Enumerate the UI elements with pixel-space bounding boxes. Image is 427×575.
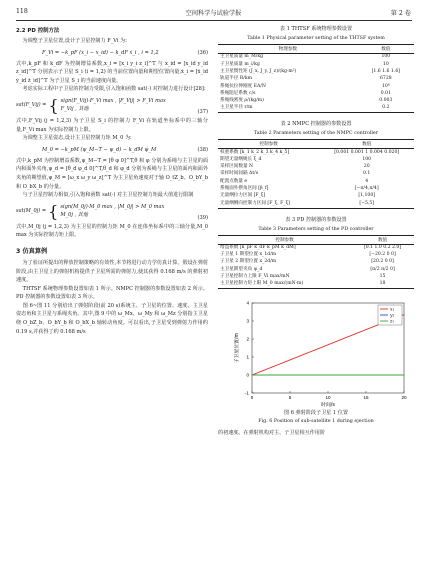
parameter-name-cell: 主卫星惯性矩 (J_x, J_y, J_z)/(kg·m²) — [220, 68, 297, 74]
parameter-name-cell: 子卫星质量 m_i/kg — [220, 61, 260, 67]
equation-36-body: F_Vi = −k_pF (x_i − x_id) − k_dF ẋ_i , i = 1,2 — [42, 49, 159, 56]
equation-38-body: M_0 = −k_pM (ψ_M−T − ψ_d) − k_dM ψ̇_M — [42, 146, 157, 153]
parameter-name-cell: 子卫星 2 期望位置 x_2d/m — [220, 259, 277, 265]
volume-label: 第 2 卷 — [390, 10, 411, 17]
legend-label-3: z₁ — [390, 319, 395, 325]
right-column — [218, 24, 414, 438]
parameter-name-cell: 主卫星控制力矩上限 M_0 max/(mN·m) — [218, 281, 351, 289]
parameter-name-cell: 轨道半径 R/km — [220, 76, 252, 82]
x-tick-label: 10 — [325, 395, 331, 401]
y-tick-label: -1 — [244, 390, 249, 396]
table-header: 数值 — [351, 235, 414, 244]
table-1-caption-cn: 表 1 THTSF 系统物理参数设置 — [279, 26, 353, 32]
equation-39-case-2: M_0j , 其他 — [60, 212, 88, 219]
parameter-name-cell: 系绳线密度 ρ/(kg/m) — [220, 98, 264, 104]
parameter-value-cell: [−5,5] — [319, 200, 414, 208]
figure-6-chart — [218, 297, 414, 409]
table-row — [218, 69, 414, 76]
page-number: 118 — [16, 8, 28, 15]
parameter-value-cell: 20 — [363, 164, 370, 170]
table-row — [218, 266, 414, 273]
table-row — [218, 186, 414, 193]
equation-37-case-2: F_Vij , 其他 — [60, 106, 89, 113]
table-row — [218, 98, 414, 105]
table-3-grid — [218, 235, 414, 290]
section-3-heading: 3 仿真算例 — [16, 247, 48, 255]
parameter-name-cell: 系绳阻尼系数 c/s — [220, 90, 256, 96]
table-row — [218, 259, 414, 266]
paragraph-5: 式中,k_pM 为控制增益系数,ψ_M−T = [θ φ 0]^T,θ 和 φ 分别为系绳与主卫星的面内和面外夹角,ψ_d = [θ_d φ_d 0]^T,θ_d 和 φ_d 分别为系绳与主卫星的面内和面外夹角的期望值,ψ_M = [ω_x ω_y ω_z]^T 为主卫星角速度对于轴 O_tZ_b、O_bY_b 和 O_bX_b 的分量。 与子卫星控制力相似,引入饱和函数 sat(·) 对主卫星控制力矩最大值进行限制 — [16, 157, 208, 199]
table-header: 数值 — [358, 45, 414, 54]
x-axis-label: 时间/s — [321, 403, 335, 409]
equation-37 — [16, 96, 208, 115]
equation-38-number: (38) — [197, 146, 208, 153]
x-tick-label: 0 — [250, 395, 254, 401]
x-tick-label: 20 — [401, 395, 407, 401]
parameter-value-cell: [1,100] — [358, 193, 376, 199]
parameter-name-cell: 权重系数 [k_1 k_2 k_3 k_4 k_5] — [220, 149, 290, 155]
parameter-value-cell: 0.2 — [358, 105, 414, 113]
brace-icon: { — [48, 95, 59, 115]
parameter-name-cell: 配置点数量 e — [220, 178, 248, 184]
equation-37-lhs: sat(F_Vij) = — [16, 102, 47, 109]
table-header: 控制参数 — [218, 140, 319, 149]
parameter-name-cell: 主卫星质量 m_M/kg — [220, 54, 264, 60]
parameter-name-cell: 子卫星控制力上限 F_Vi max/mN — [220, 274, 290, 280]
table-1-body — [218, 54, 414, 113]
parameter-name-cell: 增益系数 [k_pF k_dF k_pM k_dM] — [220, 244, 296, 250]
paragraph-1: 为调整子卫星位置,设计子卫星控制力 F_Vi 为: — [16, 38, 127, 44]
x-tick-label: 5 — [288, 395, 292, 401]
table-row — [218, 244, 414, 252]
table-row — [218, 76, 414, 83]
parameter-value-cell: [20.2 0 0] — [371, 259, 394, 265]
parameter-name-cell: 主卫星半径 r/m — [218, 105, 358, 113]
parameter-value-cell: 4 — [365, 178, 369, 184]
parameter-value-cell: 15 — [379, 274, 386, 280]
equation-39-case-1: sign(M_0j)·M_0 max , |M_0j| > M_0 max — [60, 204, 165, 211]
table-row — [218, 54, 414, 62]
parameter-name-cell: 系绳抗拉伸刚度 EA/N — [220, 83, 266, 89]
parameter-value-cell: 10⁶ — [381, 83, 390, 89]
table-3 — [218, 217, 414, 290]
parameter-name-cell: 无量纲侧向控制力区间 [F_ξ, F_ξ] — [218, 200, 319, 208]
parameter-value-cell: 6728 — [379, 76, 392, 82]
paragraph-4: 式中,F_Vij (j = 1,2,3) 为子卫星 S_i 的控制力 F_Vi 在轨道坐标系中的三轴分量,F_Vi max 为实际控制力上限。 为调整主卫星姿态,设计主卫星控制力矩 M_0 为: — [16, 117, 208, 142]
table-header: 物理参数 — [218, 45, 358, 54]
figure-6-caption-cn: 图 6 弹射阶段子卫星 1 位置 — [284, 410, 348, 417]
table-2-grid — [218, 139, 414, 208]
header-rule — [16, 20, 412, 21]
paragraph-6: 式中,M_0j (j = 1,2,3) 为主卫星的控制力矩 M_0 在连体坐标系中的三轴分量,M_0 max 为实际控制力矩上限。 — [16, 223, 210, 239]
parameter-name-cell: 期望无量纲绳长 ξ_d — [220, 156, 262, 162]
y-tick-label: 2 — [246, 336, 249, 342]
y-tick-label: 0 — [246, 372, 249, 378]
legend-label-1: x₁ — [390, 307, 395, 313]
paragraph-3: 考虑实际工程中子卫星的控制力受限,引入饱和函数 sat(·) 对控制力进行设计[28]: — [16, 86, 206, 93]
table-row — [218, 193, 414, 200]
parameter-value-cell: [1.6 1.6 1.6] — [371, 68, 401, 74]
parameter-value-cell: 0.01 — [380, 90, 391, 96]
table-row — [218, 149, 414, 157]
equation-36 — [16, 47, 208, 59]
parameter-name-cell: 采样时间间隔 Δt/s — [220, 171, 259, 177]
journal-title: 空间科学与试验学报 — [185, 10, 242, 17]
table-row — [218, 171, 414, 178]
table-row — [218, 281, 414, 289]
equation-39-number: (39) — [197, 214, 208, 221]
equation-36-number: (36) — [197, 49, 208, 56]
table-3-body — [218, 244, 414, 289]
continuation-text: 的初速度。在弹射机构对主、子卫星相互作用阶 — [218, 430, 325, 437]
parameter-name-cell: 系绳面外摆角区间 [β_f] — [220, 186, 269, 192]
table-2-caption-cn: 表 2 NMPC 控制器的参数设置 — [280, 121, 352, 128]
equation-37-case-1: sign(F_Vij)·F_Vi max , |F_Vij| > F_Vi max — [60, 98, 166, 105]
y-tick-label: 4 — [246, 300, 249, 306]
table-row — [218, 83, 414, 90]
parameter-value-cell: [0.001 0.001 1 0.004 0.020] — [334, 149, 400, 155]
table-row — [218, 252, 414, 259]
table-row — [218, 178, 414, 185]
table-row — [218, 90, 414, 97]
table-row — [218, 274, 414, 281]
equation-39 — [16, 202, 208, 221]
legend-label-2: y₁ — [390, 313, 395, 319]
section-2-2-heading: 2.2 PD 控制方法 — [16, 28, 60, 34]
y-tick-label: 1 — [246, 354, 249, 360]
parameter-name-cell: 子卫星 1 期望位置 x_1d/m — [220, 252, 277, 258]
parameter-name-cell: 主卫星期望夹角 ψ_d — [220, 266, 263, 272]
parameter-value-cell: 18 — [351, 281, 414, 289]
table-1-grid — [218, 44, 414, 113]
parameter-value-cell: [−20.2 0 0] — [369, 252, 396, 258]
parameter-name-cell: 采样区间数量 N — [220, 164, 254, 170]
x-tick-label: 15 — [363, 395, 369, 401]
y-tick-label: 3 — [246, 318, 249, 324]
figure-6-plot — [218, 297, 414, 409]
brace-icon: { — [48, 201, 59, 221]
table-row — [218, 164, 414, 171]
table-row — [218, 105, 414, 113]
left-column — [16, 24, 208, 336]
parameter-value-cell: 100 — [381, 54, 391, 60]
table-3-caption-en: Table 3 Parameters setting of the PD controller — [258, 226, 374, 232]
parameter-value-cell: 10 — [382, 61, 389, 67]
paragraph-2: 式中,k_pF 和 k_dF 为控制增益系数,x_i = [x_i y_i z_i]^T 与 x_id = [x_id y_id z_id]^T 分别表示子卫星 S_i (i = 1,2) 的当前位置向量和期望位置向量,ẋ_i = [ẋ_id ẏ_id ż_id]^T 为子卫星 S_i 的当前速度向量。 — [16, 60, 210, 84]
table-1 — [218, 26, 414, 113]
table-2-caption-en: Table 2 Parameters setting of the NMPC controller — [253, 131, 379, 137]
y-axis-label: 子卫星位置/m — [235, 333, 240, 364]
figure-6-caption-en: Fig. 6 Position of sub-satellite 1 during ejection — [258, 419, 374, 425]
table-row — [218, 61, 414, 68]
table-2 — [218, 121, 414, 208]
parameter-value-cell: [0.1 1.0 0.2 2.0] — [363, 244, 402, 250]
paragraph-7: 为了验证所提出的释放控制策略的有效性,本节将进行动力学仿真计算。假设在弹射阶段,由主卫星上的弹射机构提供子卫星所需的弹射力,使其获得 0.168 m/s 的弹射初速度。 THTSF 系统物理参数设置如表 1 所示。NMPC 控制器的参数设置如表 2 所示。PD 控制器的参数设置如表 3 所示。 图 6~图 11 分别给出了弹射阶段(前 20 s)系统主、子卫星的位置、速度、主卫星姿态角和主卫星与系绳夹角。其中,图 9 中的 ω_Mx、ω_My 和 ω_Mz 分别指主卫星绕 O_bZ_b、O_bY_b 和 O_bX_b 轴转动角度。可以看出,子卫星受到弹射力作用约 0.19 s,并获得了约 0.168 m/s — [16, 259, 208, 335]
parameter-value-cell: 0.1 — [363, 171, 371, 177]
equation-37-number: (37) — [197, 108, 208, 115]
table-1-caption-en: Table 1 Physical parameter setting of the THTSF system — [247, 36, 385, 41]
equation-38 — [16, 144, 208, 156]
table-3-caption-cn: 表 3 PD 控制器的参数设置 — [285, 216, 347, 223]
table-2-body — [218, 149, 414, 208]
parameter-value-cell: 100 — [362, 156, 372, 162]
table-header: 数值 — [319, 140, 414, 149]
parameter-value-cell: 0.003 — [379, 98, 393, 104]
parameter-value-cell: [−π/4,π/4] — [354, 186, 379, 192]
parameter-value-cell: [π/2 π/2 0] — [370, 266, 395, 272]
table-header: 控制参数 — [218, 235, 351, 244]
equation-39-lhs: sat(M_0j) = — [16, 208, 47, 215]
table-row — [218, 157, 414, 164]
parameter-name-cell: 无量纲拉力区间 [F_ξ] — [220, 193, 266, 199]
table-row — [218, 200, 414, 208]
